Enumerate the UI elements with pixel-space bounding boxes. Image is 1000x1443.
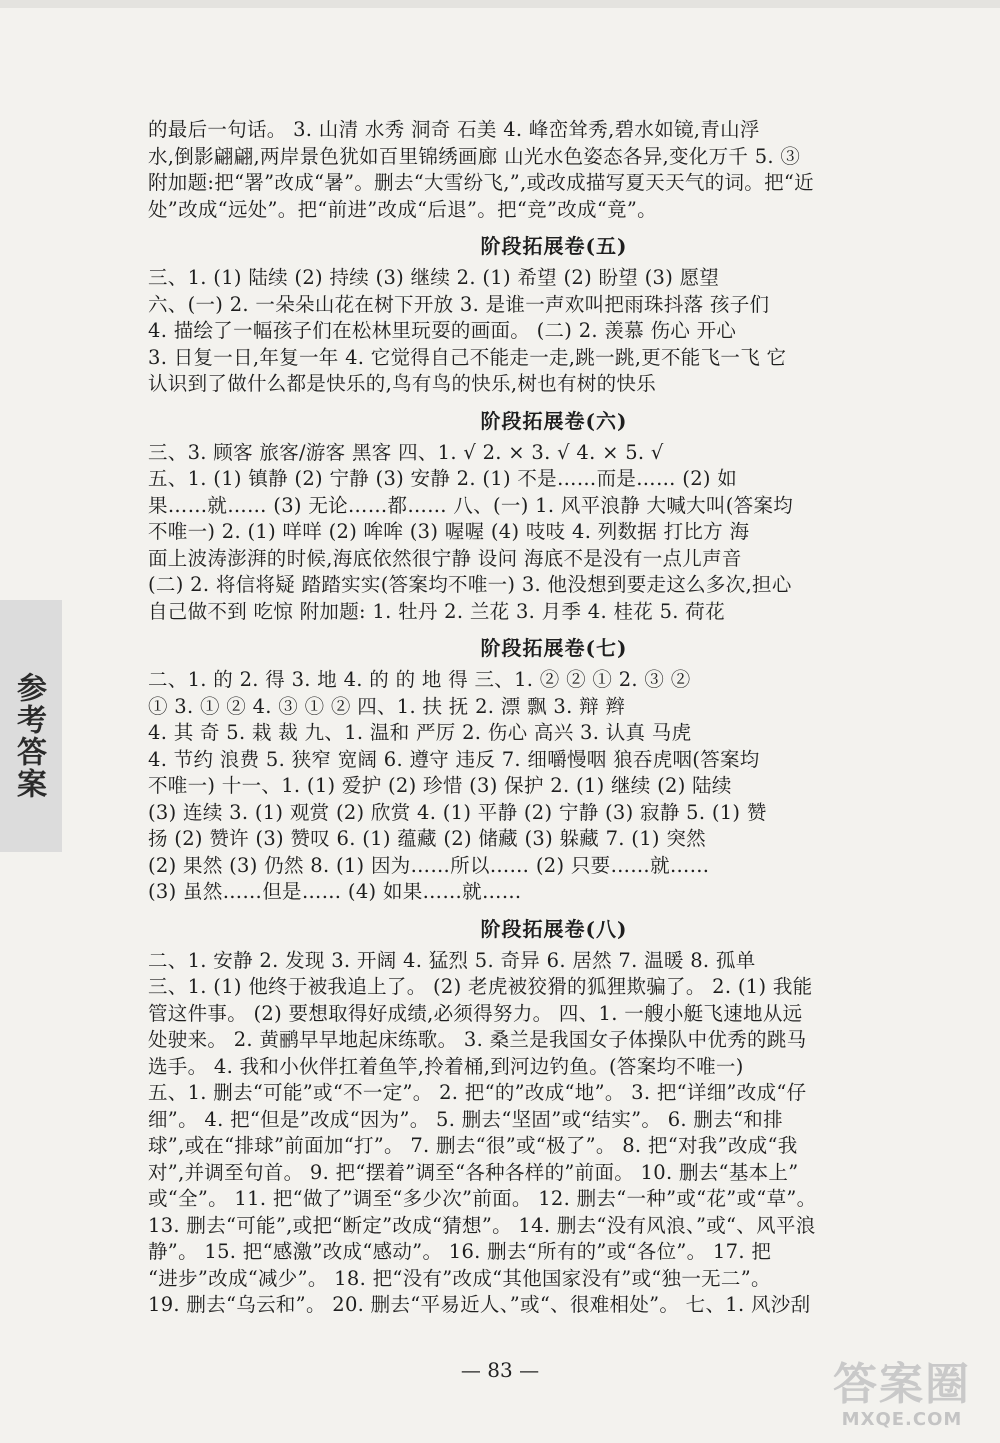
top-edge bbox=[0, 0, 1000, 8]
answer-line: 六、(一) 2. 一朵朵山花在树下开放 3. 是谁一声欢叫把雨珠抖落 孩子们 bbox=[148, 292, 770, 316]
answer-line: 果……就…… (3) 无论……都…… 八、(一) 1. 风平浪静 大喊大叫(答案均 bbox=[148, 493, 794, 517]
answer-line: 19. 删去“乌云和”。 20. 删去“平易近人、”或“、很难相处”。 七、1. 风沙刮 bbox=[148, 1293, 811, 1316]
answer-line: 二、1. 的 2. 得 3. 地 4. 的 的 地 得 三、1. ② ② ① 2. ③ ② bbox=[148, 668, 691, 691]
section-heading: 阶段拓展卷(五) bbox=[480, 234, 628, 258]
answer-line: 4. 节约 浪费 5. 狭窄 宽阔 6. 遵守 违反 7. 细嚼慢咽 狼吞虎咽(答案均 bbox=[148, 747, 760, 771]
answer-line: 的最后一句话。 3. 山清 水秀 洞奇 石美 4. 峰峦耸秀,碧水如镜,青山浮 bbox=[148, 118, 760, 141]
answer-line: (3) 连续 3. (1) 观赏 (2) 欣赏 4. (1) 平静 (2) 宁静 (3) 寂静 5. (1) 赞 bbox=[148, 800, 767, 824]
answer-line: 球”,或在“排球”前面加“打”。 7. 删去“很”或“极了”。 8. 把“对我”改成“我 bbox=[148, 1134, 798, 1157]
answer-line: 13. 删去“可能”,或把“断定”改成“猜想”。 14. 删去“没有风浪、”或“、风平浪 bbox=[148, 1213, 816, 1237]
answer-line: 五、1. (1) 镇静 (2) 宁静 (3) 安静 2. (1) 不是……而是…… (2) 如 bbox=[148, 467, 738, 490]
answer-line: 处”改成“远处”。把“前进”改成“后退”。把“竞”改成“竟”。 bbox=[148, 197, 657, 221]
answer-line: “进步”改成“减少”。 18. 把“没有”改成“其他国家没有”或“独一无二”。 bbox=[148, 1266, 771, 1290]
watermark-title: 答案圈 bbox=[833, 1359, 971, 1410]
answer-content bbox=[148, 117, 960, 1319]
side-tab-label: 参考答案 bbox=[11, 672, 46, 800]
answer-line: 认识到了做什么都是快乐的,鸟有鸟的快乐,树也有树的快乐 bbox=[148, 372, 656, 395]
answer-line: 处驶来。 2. 黄鹂早早地起床练歌。 3. 桑兰是我国女子体操队中优秀的跳马 bbox=[148, 1028, 807, 1051]
answer-line: 对”,并调至句首。 9. 把“摆着”调至“各种各样的”前面。 10. 删去“基本上” bbox=[148, 1160, 799, 1184]
answer-line: 扬 (2) 赞许 (3) 赞叹 6. (1) 蕴藏 (2) 储藏 (3) 躲藏 7. (1) 突然 bbox=[148, 827, 706, 850]
answer-line: 面上波涛澎湃的时候,海底依然很宁静 设问 海底不是没有一点儿声音 bbox=[148, 546, 742, 570]
watermark-url: MXQE.COM bbox=[841, 1409, 963, 1430]
answer-line: 4. 描绘了一幅孩子们在松林里玩耍的画面。 (二) 2. 羡慕 伤心 开心 bbox=[148, 319, 737, 342]
answer-line: (3) 虽然……但是…… (4) 如果……就…… bbox=[148, 880, 522, 903]
answer-line: 静”。 15. 把“感激”改成“感动”。 16. 删去“所有的”或“各位”。 17. 把 bbox=[148, 1240, 772, 1263]
answer-line: 三、1. (1) 他终于被我追上了。 (2) 老虎被狡猾的狐狸欺骗了。 2. (1) 我能 bbox=[148, 975, 813, 998]
answer-line: 水,倒影翩翩,两岸景色犹如百里锦绣画廊 山光水色姿态各异,变化万千 5. ③ bbox=[148, 144, 801, 168]
answer-line: 五、1. 删去“可能”或“不一定”。 2. 把“的”改成“地”。 3. 把“详细”改成“仔 bbox=[148, 1081, 807, 1104]
answer-line: ① 3. ① ② 4. ③ ① ② 四、1. 扶 抚 2. 漂 飘 3. 辩 辫 bbox=[148, 694, 626, 718]
answer-line: 或“全”。 11. 把“做了”调至“多少次”前面。 12. 删去“一种”或“花”或“草”。 bbox=[148, 1187, 817, 1210]
answer-line: 管这件事。 (2) 要想取得好成绩,必须得努力。 四、1. 一艘小艇飞速地从远 bbox=[148, 1001, 803, 1025]
answer-line: 附加题:把“署”改成“暑”。删去“大雪纷飞,”,或改成描写夏天天气的词。把“近 bbox=[148, 171, 814, 194]
answer-line: 不唯一) 2. (1) 咩咩 (2) 哞哞 (3) 喔喔 (4) 吱吱 4. 列数据 打比方 海 bbox=[148, 520, 750, 543]
answer-line: 二、1. 安静 2. 发现 3. 开阔 4. 猛烈 5. 奇异 6. 居然 7. 温暖 8. 孤单 bbox=[148, 948, 756, 972]
page-number: — 83 — bbox=[460, 1358, 540, 1382]
answer-line: 三、3. 顾客 旅客/游客 黑客 四、1. √ 2. × 3. √ 4. × 5. √ bbox=[148, 440, 664, 464]
answer-line: 不唯一) 十一、1. (1) 爱护 (2) 珍惜 (3) 保护 2. (1) 继续 (2) 陆续 bbox=[148, 774, 732, 797]
watermark-logo bbox=[810, 1361, 994, 1437]
section-heading: 阶段拓展卷(八) bbox=[480, 916, 628, 941]
section-heading: 阶段拓展卷(六) bbox=[480, 408, 628, 433]
answer-line: 4. 其 奇 5. 栽 裁 九、1. 温和 严厉 2. 伤心 高兴 3. 认真 马虎 bbox=[148, 721, 692, 744]
answer-line: (二) 2. 将信将疑 踏踏实实(答案均不唯一) 3. 他没想到要走这么多次,担心 bbox=[148, 573, 792, 596]
section-heading: 阶段拓展卷(七) bbox=[480, 636, 628, 660]
answer-line: 三、1. (1) 陆续 (2) 持续 (3) 继续 2. (1) 希望 (2) 盼望 (3) 愿望 bbox=[148, 266, 720, 289]
answer-line: 3. 日复一日,年复一年 4. 它觉得自己不能走一走,跳一跳,更不能飞一飞 它 bbox=[148, 345, 787, 369]
answer-line: 选手。 4. 我和小伙伴扛着鱼竿,拎着桶,到河边钓鱼。(答案均不唯一) bbox=[148, 1054, 744, 1078]
answer-line: 自己做不到 吃惊 附加题: 1. 牡丹 2. 兰花 3. 月季 4. 桂花 5. 荷花 bbox=[148, 599, 725, 623]
answer-line: (2) 果然 (3) 仍然 8. (1) 因为……所以…… (2) 只要……就…… bbox=[148, 853, 710, 877]
answer-line: 细”。 4. 把“但是”改成“因为”。 5. 删去“坚固”或“结实”。 6. 删去“和排 bbox=[148, 1107, 783, 1131]
